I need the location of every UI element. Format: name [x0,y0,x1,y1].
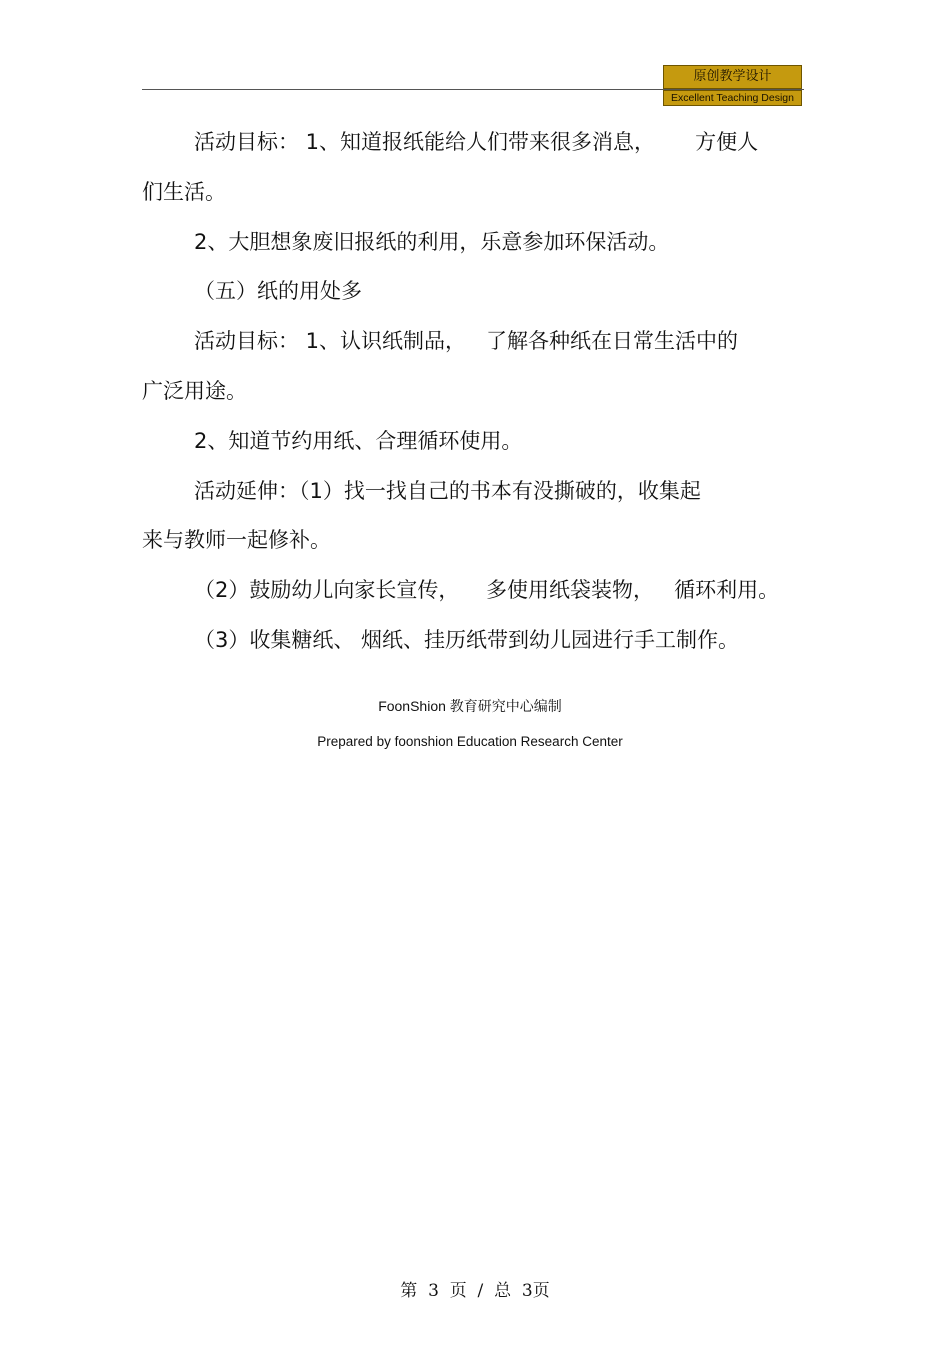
body-line: （3）收集糖纸、 烟纸、挂历纸带到幼儿园进行手工制作。 [194,628,740,652]
body-line: 广泛用途。 [142,379,247,403]
body-line: 2、大胆想象废旧报纸的利用，乐意参加环保活动。 [194,230,670,254]
body-line: 活动延伸：（1）找一找自己的书本有没撕破的，收集起 [194,479,701,503]
footer-org-cn: FoonShion 教育研究中心编制 [378,698,562,714]
body-line: 2、知道节约用纸、合理循环使用。 [194,429,523,453]
body-line: （2）鼓励幼儿向家长宣传， 多使用纸袋装物， 循环利用。 [194,578,780,602]
header-badge-subtitle: Excellent Teaching Design [663,90,802,106]
body-line: 来与教师一起修补。 [142,528,331,552]
section-heading: （五）纸的用处多 [194,279,362,303]
header-badge-title: 原创教学设计 [663,65,802,89]
page-number: 第 3 页 / 总 3页 [400,1281,550,1301]
body-line: 活动目标： 1、知道报纸能给人们带来很多消息， 方便人 [194,130,759,154]
body-line: 们生活。 [142,180,226,204]
body-line: 活动目标： 1、认识纸制品， 了解各种纸在日常生活中的 [194,329,739,353]
footer-org-en: Prepared by foonshion Education Research Center [317,734,623,749]
